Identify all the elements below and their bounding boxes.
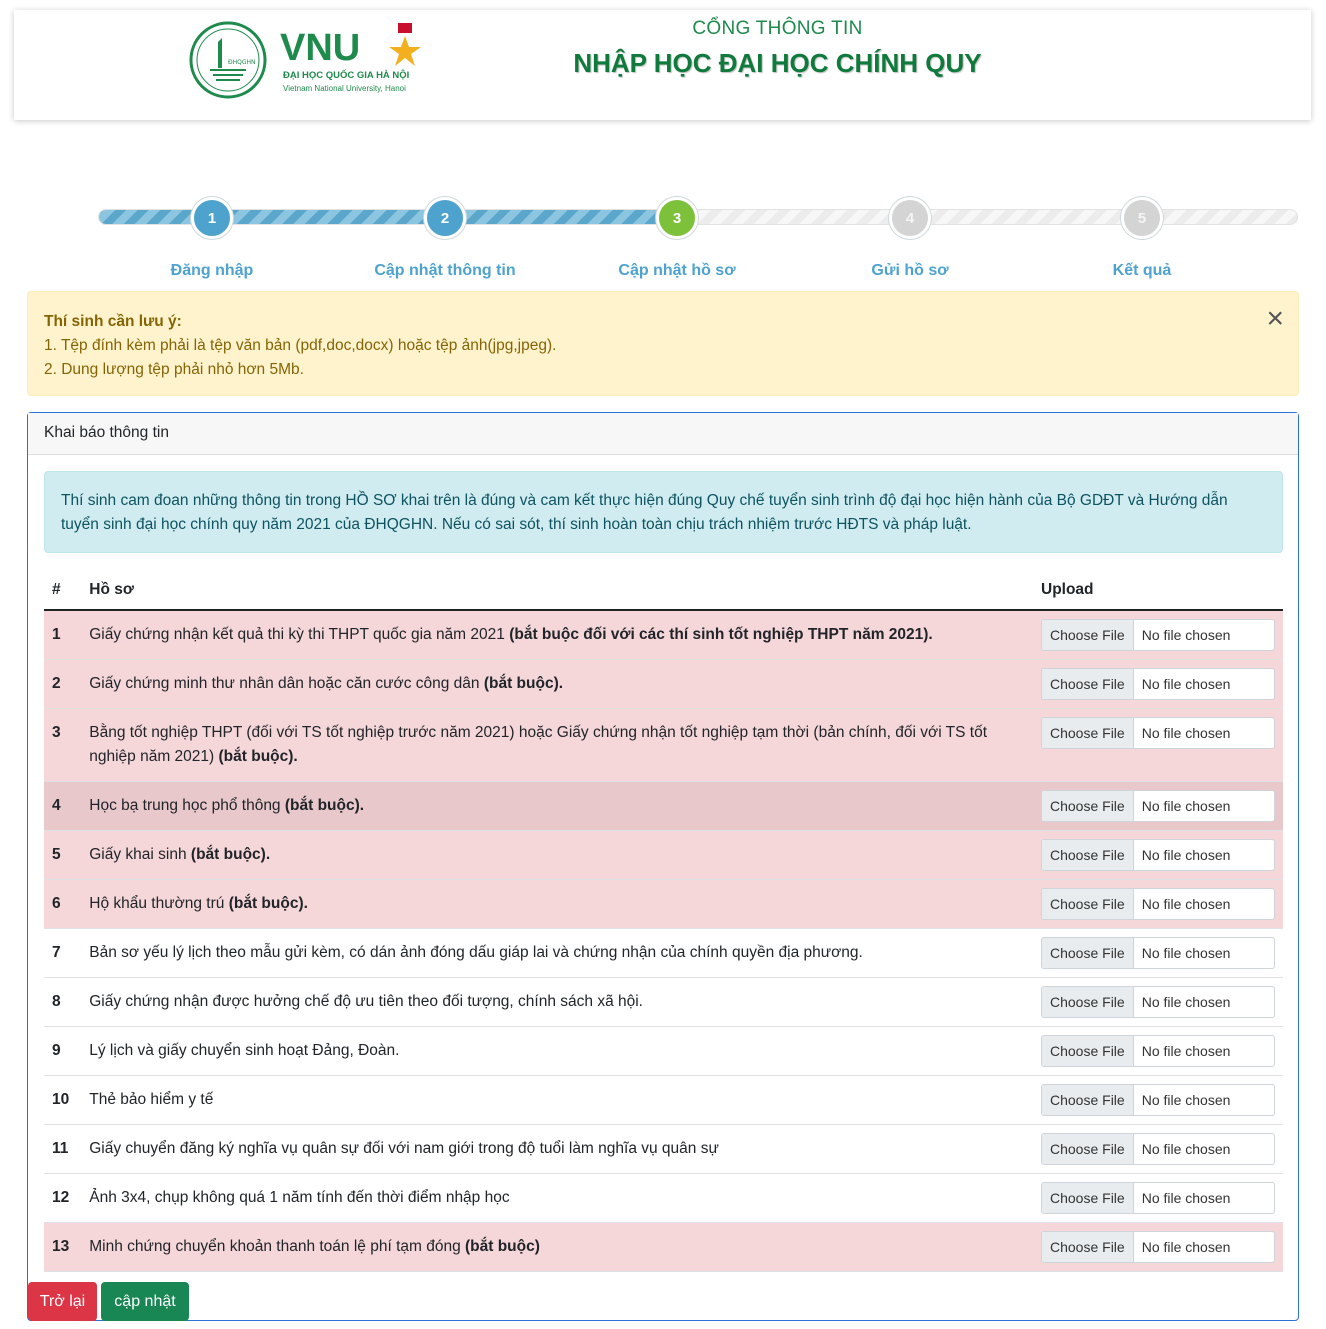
step-2-circle: 2 bbox=[424, 197, 466, 239]
file-input[interactable] bbox=[1041, 790, 1275, 822]
choose-file-button[interactable]: Choose File bbox=[1042, 718, 1134, 748]
document-text: Giấy chứng minh thư nhân dân hoặc căn cước công dân bbox=[89, 675, 484, 692]
row-number: 7 bbox=[44, 929, 81, 978]
document-text: Giấy chứng nhận kết quả thi kỳ thi THPT quốc gia năm 2021 bbox=[89, 626, 510, 643]
table-row bbox=[44, 610, 1283, 660]
table-row bbox=[44, 782, 1283, 831]
step-1-circle: 1 bbox=[191, 197, 233, 239]
upload-cell bbox=[1041, 831, 1283, 880]
document-text: Ảnh 3x4, chụp không quá 1 năm tính đến thời điểm nhập học bbox=[89, 1189, 510, 1206]
file-status: No file chosen bbox=[1141, 1141, 1231, 1157]
upload-cell bbox=[1041, 782, 1283, 831]
choose-file-button[interactable]: Choose File bbox=[1042, 1134, 1134, 1164]
choose-file-button[interactable]: Choose File bbox=[1042, 1085, 1134, 1115]
document-required-note: (bắt buộc) bbox=[465, 1238, 540, 1255]
document-required-note: (bắt buộc). bbox=[483, 675, 564, 692]
document-text: Bản sơ yếu lý lịch theo mẫu gửi kèm, có dán ảnh đóng dấu giáp lai và chứng nhận của chính quyền địa phương. bbox=[89, 944, 863, 961]
file-input[interactable] bbox=[1041, 1084, 1275, 1116]
upload-cell bbox=[1041, 978, 1283, 1027]
step-3-label[interactable]: Cập nhật hồ sơ bbox=[618, 262, 736, 279]
step-5-circle: 5 bbox=[1121, 197, 1163, 239]
step-4-circle: 4 bbox=[889, 197, 931, 239]
document-required-note: (bắt buộc). bbox=[190, 846, 271, 863]
choose-file-button[interactable]: Choose File bbox=[1042, 791, 1134, 821]
document-name bbox=[81, 709, 1041, 782]
document-name bbox=[81, 1076, 1041, 1125]
notice-line-2: 2. Dung lượng tệp phải nhỏ hơn 5Mb. bbox=[44, 361, 304, 378]
choose-file-button[interactable]: Choose File bbox=[1042, 669, 1134, 699]
document-name bbox=[81, 1174, 1041, 1223]
document-required-note: (bắt buộc đối với các thí sinh tốt nghiệp THPT năm 2021). bbox=[509, 626, 933, 643]
file-input[interactable] bbox=[1041, 717, 1275, 749]
notice-alert bbox=[27, 291, 1299, 396]
col-doc-header: Hồ sơ bbox=[81, 571, 1041, 610]
col-num-header: # bbox=[44, 571, 81, 610]
row-number: 11 bbox=[44, 1125, 81, 1174]
table-row bbox=[44, 929, 1283, 978]
card-header: Khai báo thông tin bbox=[28, 413, 1298, 455]
file-status: No file chosen bbox=[1141, 798, 1231, 814]
row-number: 8 bbox=[44, 978, 81, 1027]
step-1-label[interactable]: Đăng nhập bbox=[170, 262, 254, 279]
document-name bbox=[81, 831, 1041, 880]
file-status: No file chosen bbox=[1141, 1092, 1231, 1108]
choose-file-button[interactable]: Choose File bbox=[1042, 840, 1134, 870]
update-button[interactable]: cập nhật bbox=[101, 1282, 189, 1321]
step-4-label[interactable]: Gửi hồ sơ bbox=[871, 262, 949, 279]
table-row bbox=[44, 1076, 1283, 1125]
choose-file-button[interactable]: Choose File bbox=[1042, 987, 1134, 1017]
file-status: No file chosen bbox=[1141, 676, 1231, 692]
file-status: No file chosen bbox=[1141, 896, 1231, 912]
choose-file-button[interactable]: Choose File bbox=[1042, 1232, 1134, 1262]
logo-sub-vi: ĐẠI HỌC QUỐC GIA HÀ NỘI bbox=[283, 70, 410, 81]
document-text: Minh chứng chuyển khoản thanh toán lệ phí tạm đóng bbox=[89, 1238, 465, 1255]
document-name bbox=[81, 1223, 1041, 1272]
file-input[interactable] bbox=[1041, 1035, 1275, 1067]
upload-cell bbox=[1041, 610, 1283, 660]
file-status: No file chosen bbox=[1141, 1239, 1231, 1255]
logo-sub-en: Vietnam National University, Hanoi bbox=[283, 84, 406, 93]
document-name bbox=[81, 978, 1041, 1027]
upload-cell bbox=[1041, 1076, 1283, 1125]
file-status: No file chosen bbox=[1141, 1043, 1231, 1059]
choose-file-button[interactable]: Choose File bbox=[1042, 620, 1134, 650]
file-input[interactable] bbox=[1041, 1182, 1275, 1214]
document-name bbox=[81, 660, 1041, 709]
table-row bbox=[44, 1174, 1283, 1223]
upload-cell bbox=[1041, 1027, 1283, 1076]
file-status: No file chosen bbox=[1141, 725, 1231, 741]
logo-ring-text: ĐHQGHN bbox=[228, 59, 256, 66]
document-required-note: (bắt buộc). bbox=[218, 748, 298, 765]
file-input[interactable] bbox=[1041, 619, 1275, 651]
row-number: 3 bbox=[44, 709, 81, 782]
document-text: Giấy chuyển đăng ký nghĩa vụ quân sự đối với nam giới trong độ tuổi làm nghĩa vụ quân sự bbox=[89, 1140, 719, 1157]
row-number: 5 bbox=[44, 831, 81, 880]
commitment-info: Thí sinh cam đoan những thông tin trong HỒ SƠ khai trên là đúng và cam kết thực hiện đúng Quy chế tuyển sinh trình độ đại học hiện hành của Bộ GDĐT và Hướng dẫn tuyển sinh đại học chính quy năm 2021 của ĐHQGHN. Nếu có sai sót, thí sinh hoàn toàn chịu trách nhiệm trước HĐTS và pháp luật. bbox=[44, 471, 1283, 553]
step-3-circle: 3 bbox=[656, 197, 698, 239]
file-status: No file chosen bbox=[1141, 847, 1231, 863]
document-name bbox=[81, 1027, 1041, 1076]
table-row bbox=[44, 1223, 1283, 1272]
row-number: 6 bbox=[44, 880, 81, 929]
document-text: Bằng tốt nghiệp THPT (đối với TS tốt nghiệp trước năm 2021) hoặc Giấy chứng nhận tốt nghiệp tạm thời (bản chính, đối với TS tốt nghiệp năm 2021) bbox=[89, 724, 988, 765]
declaration-card bbox=[27, 412, 1299, 1321]
choose-file-button[interactable]: Choose File bbox=[1042, 1036, 1134, 1066]
row-number: 13 bbox=[44, 1223, 81, 1272]
file-status: No file chosen bbox=[1141, 627, 1231, 643]
upload-cell bbox=[1041, 709, 1283, 782]
upload-cell bbox=[1041, 1174, 1283, 1223]
notice-line-1: 1. Tệp đính kèm phải là tệp văn bản (pdf,doc,docx) hoặc tệp ảnh(jpg,jpeg). bbox=[44, 337, 557, 354]
choose-file-button[interactable]: Choose File bbox=[1042, 1183, 1134, 1213]
row-number: 12 bbox=[44, 1174, 81, 1223]
table-row bbox=[44, 660, 1283, 709]
notice-title: Thí sinh cần lưu ý: bbox=[44, 313, 182, 330]
table-row bbox=[44, 880, 1283, 929]
row-number: 2 bbox=[44, 660, 81, 709]
document-required-note: (bắt buộc). bbox=[284, 797, 365, 814]
row-number: 4 bbox=[44, 782, 81, 831]
logo-vnu-text: VNU bbox=[280, 27, 361, 69]
document-text: Giấy chứng nhận được hưởng chế độ ưu tiên theo đối tượng, chính sách xã hội. bbox=[89, 993, 643, 1010]
upload-cell bbox=[1041, 880, 1283, 929]
vnu-logo[interactable] bbox=[188, 20, 448, 100]
document-text: Lý lịch và giấy chuyển sinh hoạt Đảng, Đoàn. bbox=[89, 1042, 400, 1059]
file-input[interactable] bbox=[1041, 888, 1275, 920]
documents-table bbox=[44, 571, 1283, 1272]
upload-cell bbox=[1041, 929, 1283, 978]
step-5-label[interactable]: Kết quả bbox=[1112, 262, 1172, 279]
row-number: 10 bbox=[44, 1076, 81, 1125]
document-name bbox=[81, 610, 1041, 660]
document-name bbox=[81, 880, 1041, 929]
site-header bbox=[14, 10, 1311, 120]
table-row bbox=[44, 831, 1283, 880]
document-name bbox=[81, 782, 1041, 831]
file-input[interactable] bbox=[1041, 1133, 1275, 1165]
document-text: Học bạ trung học phổ thông bbox=[89, 797, 285, 814]
file-input[interactable] bbox=[1041, 839, 1275, 871]
file-status: No file chosen bbox=[1141, 994, 1231, 1010]
close-icon[interactable]: × bbox=[1266, 302, 1284, 335]
table-row bbox=[44, 709, 1283, 782]
upload-cell bbox=[1041, 1223, 1283, 1272]
step-2-label[interactable]: Cập nhật thông tin bbox=[374, 262, 516, 279]
file-input[interactable] bbox=[1041, 937, 1275, 969]
file-input[interactable] bbox=[1041, 1231, 1275, 1263]
document-name bbox=[81, 1125, 1041, 1174]
document-text: Thẻ bảo hiểm y tế bbox=[89, 1091, 214, 1108]
document-text: Giấy khai sinh bbox=[89, 846, 191, 863]
table-row bbox=[44, 978, 1283, 1027]
document-text: Hộ khẩu thường trú bbox=[89, 895, 229, 912]
progress-track bbox=[98, 209, 1298, 225]
file-status: No file chosen bbox=[1141, 1190, 1231, 1206]
portal-title: NHẬP HỌC ĐẠI HỌC CHÍNH QUY bbox=[573, 48, 982, 78]
document-name bbox=[81, 929, 1041, 978]
col-upload-header: Upload bbox=[1041, 571, 1283, 610]
row-number: 9 bbox=[44, 1027, 81, 1076]
file-input[interactable] bbox=[1041, 986, 1275, 1018]
document-required-note: (bắt buộc). bbox=[228, 895, 308, 912]
upload-cell bbox=[1041, 1125, 1283, 1174]
back-button[interactable]: Trở lại bbox=[28, 1282, 97, 1321]
file-status: No file chosen bbox=[1141, 945, 1231, 961]
table-row bbox=[44, 1027, 1283, 1076]
row-number: 1 bbox=[44, 610, 81, 660]
choose-file-button[interactable]: Choose File bbox=[1042, 889, 1134, 919]
choose-file-button[interactable]: Choose File bbox=[1042, 938, 1134, 968]
upload-cell bbox=[1041, 660, 1283, 709]
table-row bbox=[44, 1125, 1283, 1174]
portal-subtitle: CỔNG THÔNG TIN bbox=[692, 18, 863, 39]
progress-fill bbox=[99, 210, 678, 224]
file-input[interactable] bbox=[1041, 668, 1275, 700]
